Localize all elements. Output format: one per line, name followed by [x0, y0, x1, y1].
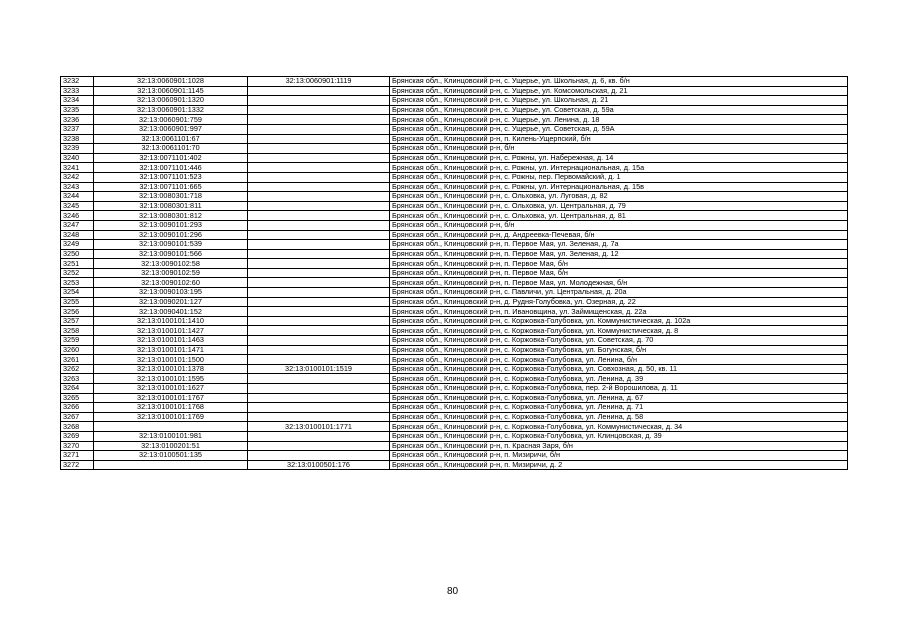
- address-cell: Брянская обл., Клинцовский р-н, с. Коржовка-Голубовка, пер. 2-й Ворошилова, д. 11: [390, 384, 848, 394]
- address-cell: Брянская обл., Клинцовский р-н, с. Рожны, пер. Первомайский, д. 1: [390, 172, 848, 182]
- table-row: [61, 124, 848, 134]
- row-number-cell: 3258: [61, 326, 94, 336]
- row-number-cell: 3234: [61, 96, 94, 106]
- address-cell: Брянская обл., Клинцовский р-н, с. Коржовка-Голубовка, ул. Коммунистическая, д. 34: [390, 422, 848, 432]
- address-cell: Брянская обл., Клинцовский р-н, с. Ущерье, ул. Комсомольская, д. 21: [390, 86, 848, 96]
- row-number-cell: 3257: [61, 316, 94, 326]
- row-number-cell: 3236: [61, 115, 94, 125]
- related-cadastral-number-cell: [248, 412, 390, 422]
- related-cadastral-number-cell: [248, 316, 390, 326]
- table-row: [61, 374, 848, 384]
- address-cell: Брянская обл., Клинцовский р-н, с. Коржовка-Голубовка, ул. Ленина, д. 71: [390, 403, 848, 413]
- related-cadastral-number-cell: [248, 374, 390, 384]
- cadastral-number-cell: 32:13:0060901:1028: [94, 77, 248, 87]
- row-number-cell: 3253: [61, 278, 94, 288]
- table-row: [61, 393, 848, 403]
- related-cadastral-number-cell: 32:13:0100501:176: [248, 460, 390, 470]
- cadastral-number-cell: 32:13:0090401:152: [94, 307, 248, 317]
- cadastral-number-cell: 32:13:0080301:812: [94, 211, 248, 221]
- cadastral-number-cell: 32:13:0100101:1500: [94, 355, 248, 365]
- related-cadastral-number-cell: [248, 441, 390, 451]
- related-cadastral-number-cell: [248, 163, 390, 173]
- address-cell: Брянская обл., Клинцовский р-н, с. Коржовка-Голубовка, ул. Ленина, д. 39: [390, 374, 848, 384]
- row-number-cell: 3270: [61, 441, 94, 451]
- related-cadastral-number-cell: [248, 278, 390, 288]
- table-row: [61, 192, 848, 202]
- address-cell: Брянская обл., Клинцовский р-н, с. Ольховка, ул. Луговая, д. 82: [390, 192, 848, 202]
- cadastral-number-cell: 32:13:0090101:293: [94, 220, 248, 230]
- related-cadastral-number-cell: [248, 134, 390, 144]
- related-cadastral-number-cell: [248, 172, 390, 182]
- address-cell: Брянская обл., Клинцовский р-н, с. Коржовка-Голубовка, ул. Коммунистическая, д. 102а: [390, 316, 848, 326]
- cadastral-number-cell: 32:13:0090102:58: [94, 259, 248, 269]
- address-cell: Брянская обл., Клинцовский р-н, с. Павличи, ул. Центральная, д. 20а: [390, 288, 848, 298]
- row-number-cell: 3235: [61, 105, 94, 115]
- address-cell: Брянская обл., Клинцовский р-н, п. Мизиричи, б/н: [390, 451, 848, 461]
- table-row: [61, 240, 848, 250]
- cadastral-number-cell: 32:13:0100201:51: [94, 441, 248, 451]
- table-row: [61, 316, 848, 326]
- table-row: [61, 201, 848, 211]
- cadastral-number-cell: 32:13:0090103:195: [94, 288, 248, 298]
- related-cadastral-number-cell: [248, 249, 390, 259]
- address-cell: Брянская обл., Клинцовский р-н, п. Ивановщина, ул. Займищенская, д. 22а: [390, 307, 848, 317]
- cadastral-number-cell: 32:13:0061101:70: [94, 144, 248, 154]
- row-number-cell: 3252: [61, 268, 94, 278]
- related-cadastral-number-cell: [248, 105, 390, 115]
- row-number-cell: 3251: [61, 259, 94, 269]
- cadastral-number-cell: 32:13:0060901:759: [94, 115, 248, 125]
- address-cell: Брянская обл., Клинцовский р-н, б/н: [390, 144, 848, 154]
- table-row: [61, 278, 848, 288]
- related-cadastral-number-cell: [248, 96, 390, 106]
- related-cadastral-number-cell: [248, 451, 390, 461]
- related-cadastral-number-cell: [248, 403, 390, 413]
- related-cadastral-number-cell: [248, 307, 390, 317]
- address-cell: Брянская обл., Клинцовский р-н, п. Первое Мая, ул. Зеленая, д. 12: [390, 249, 848, 259]
- related-cadastral-number-cell: [248, 259, 390, 269]
- cadastral-number-cell: 32:13:0100101:1627: [94, 384, 248, 394]
- registry-table-body: [61, 77, 848, 470]
- row-number-cell: 3250: [61, 249, 94, 259]
- table-row: [61, 384, 848, 394]
- table-row: [61, 249, 848, 259]
- cadastral-number-cell: 32:13:0071101:446: [94, 163, 248, 173]
- row-number-cell: 3255: [61, 297, 94, 307]
- related-cadastral-number-cell: [248, 288, 390, 298]
- row-number-cell: 3256: [61, 307, 94, 317]
- table-row: [61, 460, 848, 470]
- cadastral-number-cell: 32:13:0100101:1767: [94, 393, 248, 403]
- cadastral-number-cell: 32:13:0071101:665: [94, 182, 248, 192]
- address-cell: Брянская обл., Клинцовский р-н, с. Коржовка-Голубовка, ул. Ленина, д. 58: [390, 412, 848, 422]
- related-cadastral-number-cell: [248, 230, 390, 240]
- related-cadastral-number-cell: [248, 393, 390, 403]
- related-cadastral-number-cell: [248, 431, 390, 441]
- table-row: [61, 326, 848, 336]
- related-cadastral-number-cell: [248, 124, 390, 134]
- related-cadastral-number-cell: 32:13:0100101:1519: [248, 364, 390, 374]
- cadastral-number-cell: 32:13:0090101:296: [94, 230, 248, 240]
- row-number-cell: 3239: [61, 144, 94, 154]
- address-cell: Брянская обл., Клинцовский р-н, с. Коржовка-Голубовка, ул. Ленина, б/н: [390, 355, 848, 365]
- row-number-cell: 3244: [61, 192, 94, 202]
- table-row: [61, 220, 848, 230]
- table-row: [61, 345, 848, 355]
- address-cell: Брянская обл., Клинцовский р-н, п. Первое Мая, ул. Зеленая, д. 7а: [390, 240, 848, 250]
- address-cell: Брянская обл., Клинцовский р-н, с. Ольховка, ул. Центральная, д. 79: [390, 201, 848, 211]
- row-number-cell: 3259: [61, 336, 94, 346]
- cadastral-number-cell: 32:13:0100101:1427: [94, 326, 248, 336]
- related-cadastral-number-cell: [248, 345, 390, 355]
- address-cell: Брянская обл., Клинцовский р-н, с. Коржовка-Голубовка, ул. Богунская, б/н: [390, 345, 848, 355]
- cadastral-number-cell: 32:13:0100101:1769: [94, 412, 248, 422]
- row-number-cell: 3246: [61, 211, 94, 221]
- row-number-cell: 3248: [61, 230, 94, 240]
- table-row: [61, 163, 848, 173]
- table-row: [61, 211, 848, 221]
- row-number-cell: 3269: [61, 431, 94, 441]
- cadastral-number-cell: 32:13:0090102:59: [94, 268, 248, 278]
- row-number-cell: 3242: [61, 172, 94, 182]
- table-row: [61, 77, 848, 87]
- address-cell: Брянская обл., Клинцовский р-н, с. Ущерье, ул. Советская, д. 59А: [390, 124, 848, 134]
- row-number-cell: 3254: [61, 288, 94, 298]
- table-row: [61, 355, 848, 365]
- row-number-cell: 3260: [61, 345, 94, 355]
- cadastral-number-cell: 32:13:0060901:1332: [94, 105, 248, 115]
- address-cell: Брянская обл., Клинцовский р-н, д. Андреевка-Печевая, б/н: [390, 230, 848, 240]
- address-cell: Брянская обл., Клинцовский р-н, с. Ольховка, ул. Центральная, д. 81: [390, 211, 848, 221]
- table-row: [61, 288, 848, 298]
- row-number-cell: 3245: [61, 201, 94, 211]
- cadastral-number-cell: 32:13:0080301:811: [94, 201, 248, 211]
- table-row: [61, 451, 848, 461]
- address-cell: Брянская обл., Клинцовский р-н, б/н: [390, 220, 848, 230]
- address-cell: Брянская обл., Клинцовский р-н, п. Первое Мая, б/н: [390, 268, 848, 278]
- table-row: [61, 230, 848, 240]
- row-number-cell: 3266: [61, 403, 94, 413]
- address-cell: Брянская обл., Клинцовский р-н, с. Коржовка-Голубовка, ул. Коммунистическая, д. 8: [390, 326, 848, 336]
- related-cadastral-number-cell: 32:13:0100101:1771: [248, 422, 390, 432]
- cadastral-number-cell: [94, 460, 248, 470]
- cadastral-number-cell: 32:13:0071101:402: [94, 153, 248, 163]
- related-cadastral-number-cell: [248, 355, 390, 365]
- row-number-cell: 3249: [61, 240, 94, 250]
- address-cell: Брянская обл., Клинцовский р-н, п. Мизиричи, д. 2: [390, 460, 848, 470]
- related-cadastral-number-cell: [248, 153, 390, 163]
- cadastral-number-cell: 32:13:0100101:1768: [94, 403, 248, 413]
- cadastral-number-cell: 32:13:0100101:1378: [94, 364, 248, 374]
- address-cell: Брянская обл., Клинцовский р-н, с. Ущерье, ул. Ленина, д. 18: [390, 115, 848, 125]
- table-row: [61, 268, 848, 278]
- cadastral-number-cell: 32:13:0090101:539: [94, 240, 248, 250]
- table-row: [61, 403, 848, 413]
- row-number-cell: 3240: [61, 153, 94, 163]
- related-cadastral-number-cell: [248, 326, 390, 336]
- cadastral-number-cell: 32:13:0100101:1595: [94, 374, 248, 384]
- address-cell: Брянская обл., Клинцовский р-н, с. Коржовка-Голубовка, ул. Клинцовская, д. 39: [390, 431, 848, 441]
- address-cell: Брянская обл., Клинцовский р-н, с. Коржовка-Голубовка, ул. Советская, д. 70: [390, 336, 848, 346]
- row-number-cell: 3237: [61, 124, 94, 134]
- address-cell: Брянская обл., Клинцовский р-н, с. Рожны, ул. Интернациональная, д. 15в: [390, 182, 848, 192]
- row-number-cell: 3263: [61, 374, 94, 384]
- cadastral-number-cell: 32:13:0060901:997: [94, 124, 248, 134]
- cadastral-number-cell: 32:13:0061101:67: [94, 134, 248, 144]
- address-cell: Брянская обл., Клинцовский р-н, с. Рожны, ул. Интернациональная, д. 15а: [390, 163, 848, 173]
- address-cell: Брянская обл., Клинцовский р-н, п. Килень-Ущерпский, б/н: [390, 134, 848, 144]
- cadastral-number-cell: 32:13:0100501:135: [94, 451, 248, 461]
- table-row: [61, 182, 848, 192]
- cadastral-number-cell: 32:13:0100101:1471: [94, 345, 248, 355]
- cadastral-number-cell: 32:13:0090201:127: [94, 297, 248, 307]
- table-row: [61, 172, 848, 182]
- related-cadastral-number-cell: [248, 220, 390, 230]
- related-cadastral-number-cell: [248, 268, 390, 278]
- cadastral-number-cell: 32:13:0090101:566: [94, 249, 248, 259]
- cadastral-number-cell: [94, 422, 248, 432]
- related-cadastral-number-cell: [248, 240, 390, 250]
- related-cadastral-number-cell: [248, 336, 390, 346]
- table-row: [61, 86, 848, 96]
- table-row: [61, 297, 848, 307]
- row-number-cell: 3247: [61, 220, 94, 230]
- cadastral-number-cell: 32:13:0100101:1410: [94, 316, 248, 326]
- related-cadastral-number-cell: [248, 384, 390, 394]
- table-row: [61, 412, 848, 422]
- address-cell: Брянская обл., Клинцовский р-н, с. Коржовка-Голубовка, ул. Ленина, д. 67: [390, 393, 848, 403]
- row-number-cell: 3241: [61, 163, 94, 173]
- address-cell: Брянская обл., Клинцовский р-н, с. Ущерье, ул. Школьная, д. 21: [390, 96, 848, 106]
- row-number-cell: 3243: [61, 182, 94, 192]
- address-cell: Брянская обл., Клинцовский р-н, п. Красная Заря, б/н: [390, 441, 848, 451]
- table-row: [61, 336, 848, 346]
- table-row: [61, 153, 848, 163]
- address-cell: Брянская обл., Клинцовский р-н, п. Первое Мая, ул. Молодежная, б/н: [390, 278, 848, 288]
- related-cadastral-number-cell: [248, 211, 390, 221]
- address-cell: Брянская обл., Клинцовский р-н, с. Ущерье, ул. Советская, д. 59а: [390, 105, 848, 115]
- related-cadastral-number-cell: [248, 182, 390, 192]
- address-cell: Брянская обл., Клинцовский р-н, с. Рожны, ул. Набережная, д. 14: [390, 153, 848, 163]
- related-cadastral-number-cell: [248, 86, 390, 96]
- row-number-cell: 3271: [61, 451, 94, 461]
- cadastral-number-cell: 32:13:0060901:1145: [94, 86, 248, 96]
- related-cadastral-number-cell: [248, 144, 390, 154]
- page-number: 80: [446, 586, 459, 597]
- table-row: [61, 364, 848, 374]
- table-row: [61, 259, 848, 269]
- cadastral-number-cell: 32:13:0090102:60: [94, 278, 248, 288]
- row-number-cell: 3267: [61, 412, 94, 422]
- row-number-cell: 3261: [61, 355, 94, 365]
- table-row: [61, 96, 848, 106]
- cadastral-number-cell: 32:13:0100101:1463: [94, 336, 248, 346]
- row-number-cell: 3272: [61, 460, 94, 470]
- table-row: [61, 441, 848, 451]
- address-cell: Брянская обл., Клинцовский р-н, с. Ущерье, ул. Школьная, д. 6, кв. б/н: [390, 77, 848, 87]
- cadastral-number-cell: 32:13:0071101:523: [94, 172, 248, 182]
- table-row: [61, 431, 848, 441]
- row-number-cell: 3232: [61, 77, 94, 87]
- related-cadastral-number-cell: [248, 297, 390, 307]
- row-number-cell: 3265: [61, 393, 94, 403]
- row-number-cell: 3264: [61, 384, 94, 394]
- row-number-cell: 3238: [61, 134, 94, 144]
- related-cadastral-number-cell: [248, 115, 390, 125]
- related-cadastral-number-cell: 32:13:0060901:1119: [248, 77, 390, 87]
- cadastral-number-cell: 32:13:0080301:718: [94, 192, 248, 202]
- related-cadastral-number-cell: [248, 192, 390, 202]
- table-row: [61, 422, 848, 432]
- row-number-cell: 3268: [61, 422, 94, 432]
- table-row: [61, 134, 848, 144]
- row-number-cell: 3262: [61, 364, 94, 374]
- registry-table: [60, 76, 848, 470]
- table-row: [61, 105, 848, 115]
- row-number-cell: 3233: [61, 86, 94, 96]
- address-cell: Брянская обл., Клинцовский р-н, д. Рудня-Голубовка, ул. Озерная, д. 22: [390, 297, 848, 307]
- cadastral-number-cell: 32:13:0100101:981: [94, 431, 248, 441]
- address-cell: Брянская обл., Клинцовский р-н, п. Первое Мая, б/н: [390, 259, 848, 269]
- address-cell: Брянская обл., Клинцовский р-н, с. Коржовка-Голубовка, ул. Совхозная, д. 50, кв. 11: [390, 364, 848, 374]
- table-row: [61, 144, 848, 154]
- table-row: [61, 115, 848, 125]
- cadastral-number-cell: 32:13:0060901:1320: [94, 96, 248, 106]
- related-cadastral-number-cell: [248, 201, 390, 211]
- table-row: [61, 307, 848, 317]
